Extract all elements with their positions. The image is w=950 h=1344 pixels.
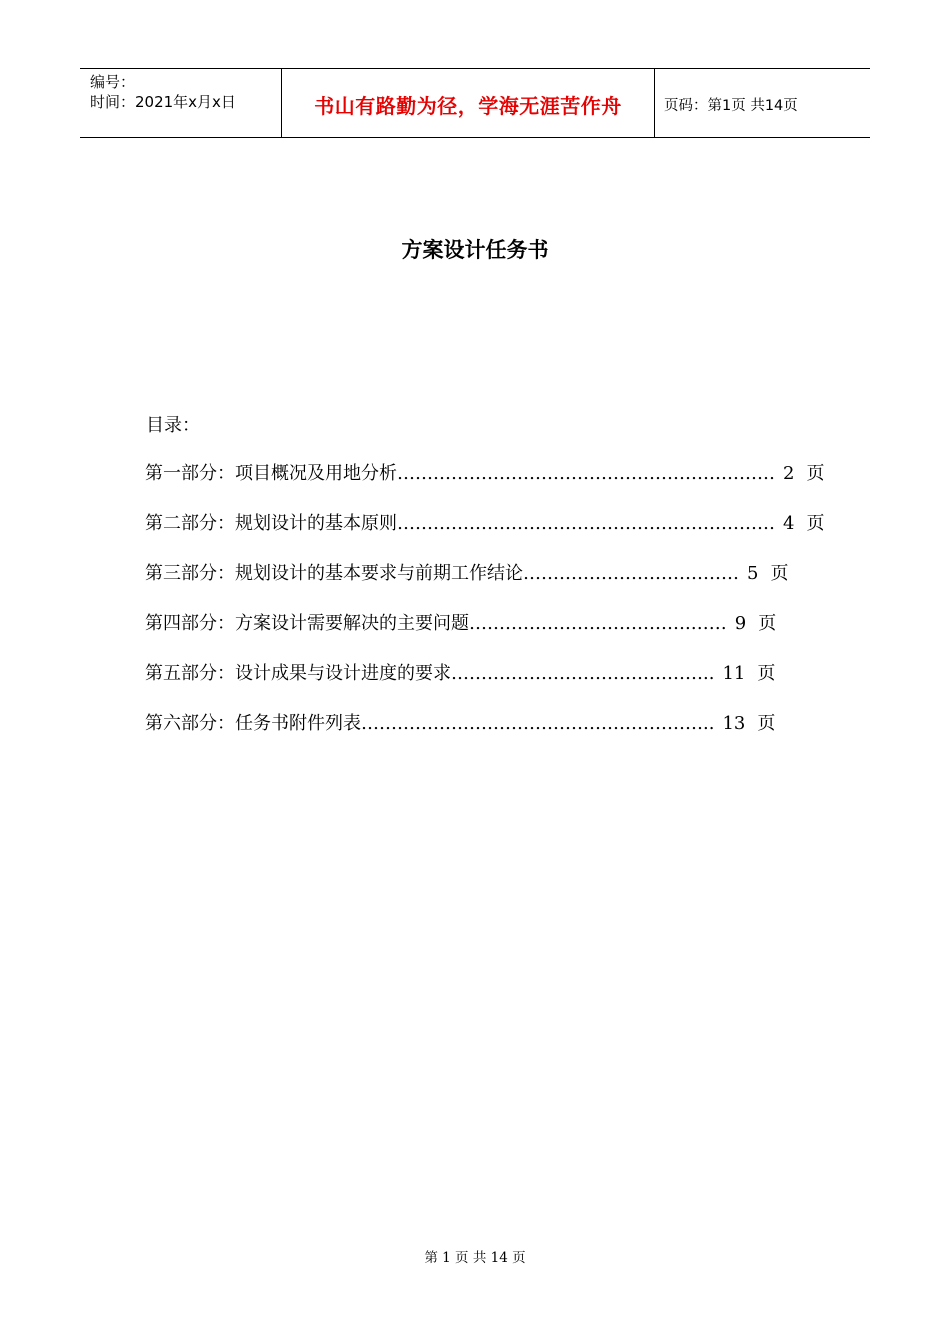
header-motto-cell (282, 69, 655, 137)
toc-page-unit: 页 (806, 513, 825, 534)
page-footer: 第 1 页 共 14 页 (424, 1250, 526, 1266)
toc-item[interactable] (145, 659, 824, 709)
toc-page-number: 5 (747, 563, 759, 584)
header-page-cell (655, 69, 870, 137)
toc-page-unit: 页 (806, 463, 825, 484)
toc-page-number: 13 (722, 713, 746, 734)
toc-item[interactable] (145, 509, 824, 559)
toc-item[interactable] (145, 559, 824, 609)
toc-page-unit: 页 (770, 563, 789, 584)
toc-leader: …………………………………….. (451, 663, 715, 684)
toc-page-unit: 页 (757, 663, 776, 684)
toc-item-label: 第六部分：任务书附件列表 (145, 713, 361, 734)
toc-item-label: 第三部分：规划设计的基本要求与前期工作结论 (145, 563, 523, 584)
toc-item[interactable] (145, 609, 824, 659)
toc-item[interactable] (145, 459, 824, 509)
toc-leader: ……………………………… (523, 563, 739, 584)
toc-page-number: 4 (783, 513, 795, 534)
toc-page-number: 9 (734, 613, 747, 634)
toc-item-label: 第二部分：规划设计的基本原则 (145, 513, 397, 534)
table-of-contents (145, 459, 824, 759)
header-left-cell (80, 69, 282, 137)
number-label: 编号： (90, 73, 136, 91)
header-table (80, 68, 870, 138)
toc-item-label: 第一部分：项目概况及用地分析 (145, 463, 397, 484)
toc-page-unit: 页 (757, 713, 776, 734)
header-page-info: 页码：第1页 共14页 (664, 97, 798, 114)
document-title: 方案设计任务书 (401, 238, 549, 262)
toc-item-label: 第五部分：设计成果与设计进度的要求 (145, 663, 451, 684)
time-label: 时间：2021年x月x日 (90, 93, 236, 111)
toc-item[interactable] (145, 709, 824, 759)
toc-page-unit: 页 (758, 613, 777, 634)
toc-leader: ……………………………….…… (469, 613, 727, 634)
toc-leader: ……………………………………………………… (397, 513, 775, 534)
header-motto: 书山有路勤为径，学海无涯苦作舟 (314, 93, 622, 118)
toc-leader: ………………………………………………….. (361, 713, 715, 734)
toc-item-label: 第四部分：方案设计需要解决的主要问题 (145, 613, 469, 634)
toc-heading: 目录： (146, 415, 200, 436)
toc-page-number: 2 (783, 463, 795, 484)
toc-page-number: 11 (722, 663, 746, 684)
toc-leader: ……………………………………………………… (397, 463, 775, 484)
